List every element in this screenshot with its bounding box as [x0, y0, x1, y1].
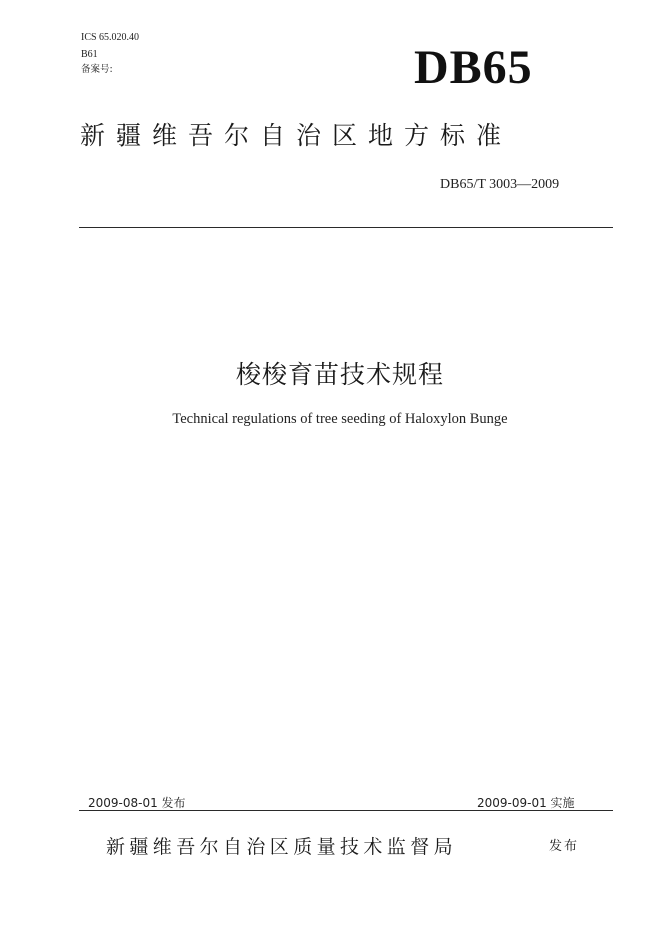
- ics-code: ICS 65.020.40: [81, 32, 140, 43]
- implementation-date: 2009-09-01 实施: [477, 796, 575, 810]
- bottom-divider: [79, 810, 613, 811]
- issuing-authority-suffix: 发布: [549, 839, 580, 854]
- top-divider: [79, 227, 613, 228]
- issuing-authority: 新疆维吾尔自治区质量技术监督局: [106, 836, 458, 858]
- filing-number-label: 备案号:: [81, 64, 113, 75]
- publish-date: 2009-08-01 发布: [88, 796, 186, 810]
- document-title-english: Technical regulations of tree seeding of Haloxylon Bunge: [172, 411, 508, 427]
- issuer-title: 新疆维吾尔自治区地方标准: [80, 121, 513, 150]
- standard-number: DB65/T 3003—2009: [440, 177, 560, 192]
- document-title: 梭梭育苗技术规程: [235, 360, 444, 389]
- classification-code: B61: [81, 49, 98, 60]
- standard-logo: DB65: [414, 41, 533, 94]
